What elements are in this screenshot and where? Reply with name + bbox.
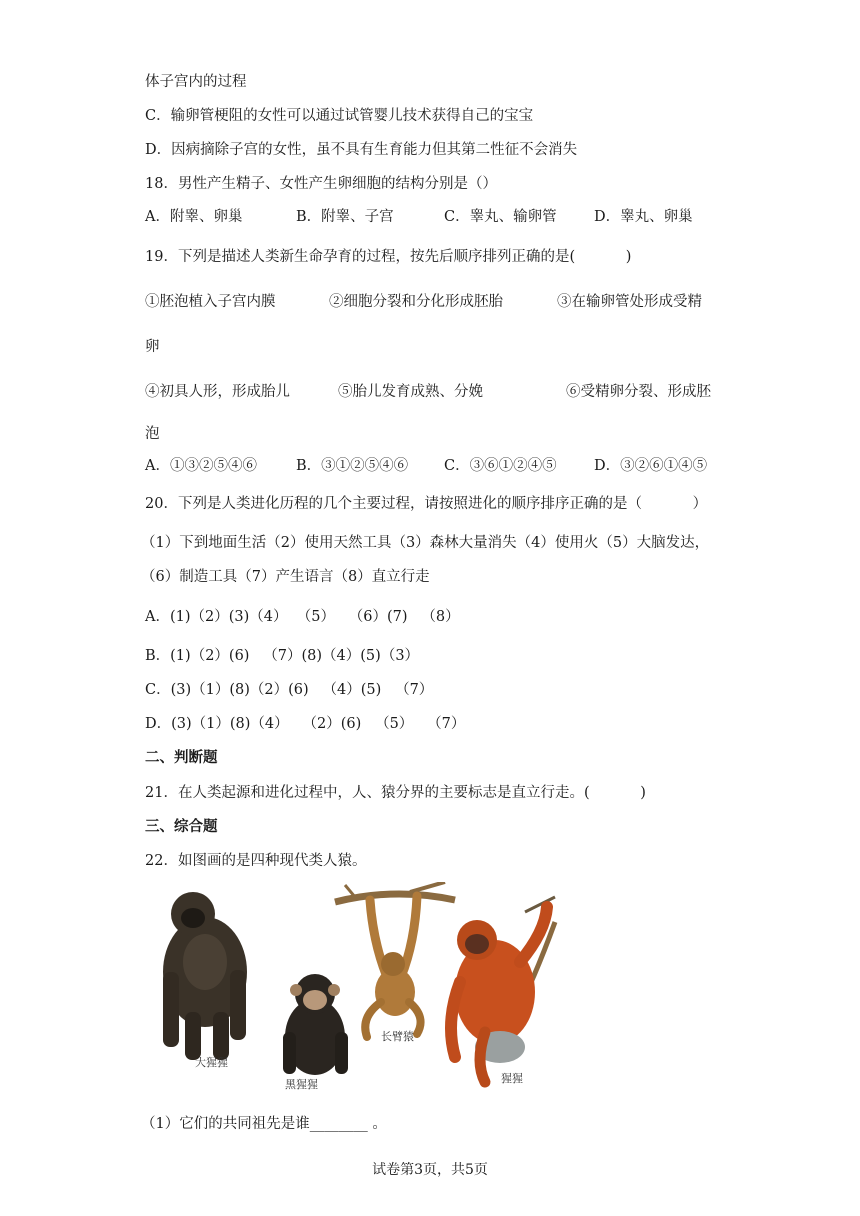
question-18: 18．男性产生精子、女性产生卵细胞的结构分别是（） — [145, 176, 497, 192]
q20-items-line-1: （1）下到地面生活（2）使用天然工具（3）森林大量消失（4）使用火（5）大脑发达， — [141, 535, 710, 551]
section-heading-comprehensive: 三、综合题 — [145, 819, 218, 835]
label-gibbon: 长臂猿 — [381, 1030, 414, 1043]
label-chimpanzee: 黑猩猩 — [285, 1078, 318, 1091]
q19-option-b: B．③①②⑤④⑥ — [296, 458, 409, 474]
question-20: 20．下列是人类进化历程的几个主要过程，请按照进化的顺序排序正确的是（ ） — [145, 496, 708, 512]
text-line: 体子宫内的过程 — [145, 74, 247, 90]
q18-option-a: A．附睾、卵巢 — [145, 209, 243, 225]
q18-option-b: B．附睾、子宫 — [296, 209, 394, 225]
option-d-text: D．因病摘除子宫的女性，虽不具有生育能力但其第二性征不会消失 — [145, 142, 578, 158]
q20-items-line-2: （6）制造工具（7）产生语言（8）直立行走 — [141, 569, 430, 585]
option-c-text: C．输卵管梗阻的女性可以通过试管婴儿技术获得自己的宝宝 — [145, 108, 534, 124]
q19-step-2: ②细胞分裂和分化形成胚胎 — [329, 294, 503, 310]
q22-subquestion-1: （1）它们的共同祖先是谁________ 。 — [141, 1116, 387, 1132]
question-22: 22．如图画的是四种现代类人猿。 — [145, 853, 367, 869]
q19-step-5: ⑤胎儿发育成熟、分娩 — [338, 384, 483, 400]
q19-step-6: ⑥受精卵分裂、形成胚 — [566, 384, 711, 400]
apes-svg — [155, 882, 575, 1097]
q20-option-a: A．(1)（2）(3)（4） （5） （6）(7) （8） — [145, 609, 460, 625]
gorilla-figure — [163, 892, 247, 1060]
chimpanzee-figure — [283, 974, 348, 1075]
q19-step-6-wrap: 泡 — [145, 426, 160, 442]
q19-step-3-wrap: 卵 — [145, 339, 160, 355]
question-21: 21．在人类起源和进化过程中，人、猿分界的主要标志是直立行走。( ) — [145, 785, 646, 801]
q20-option-b: B．(1)（2）(6) （7）(8)（4）(5)（3） — [145, 648, 420, 664]
question-19: 19．下列是描述人类新生命孕育的过程，按先后顺序排列正确的是( ) — [145, 249, 632, 265]
label-gorilla: 大猩猩 — [195, 1056, 228, 1069]
q20-option-c: C．(3)（1）(8)（2）(6) （4）(5) （7） — [145, 682, 434, 698]
apes-illustration — [155, 882, 575, 1097]
label-orangutan: 猩猩 — [501, 1072, 523, 1085]
q18-option-d: D．睾丸、卵巢 — [594, 209, 693, 225]
orangutan-figure — [451, 897, 555, 1082]
page-footer: 试卷第3页，共5页 — [372, 1162, 488, 1178]
section-heading-judgement: 二、判断题 — [145, 750, 218, 766]
q18-option-c: C．睾丸、输卵管 — [444, 209, 557, 225]
q19-step-1: ①胚泡植入子宫内膜 — [145, 294, 276, 310]
gibbon-figure — [335, 882, 455, 1037]
q19-step-4: ④初具人形，形成胎儿 — [145, 384, 290, 400]
q19-option-d: D．③②⑥①④⑤ — [594, 458, 708, 474]
q19-option-a: A．①③②⑤④⑥ — [145, 458, 257, 474]
q19-step-3: ③在输卵管处形成受精 — [557, 294, 702, 310]
q20-option-d: D．(3)（1）(8)（4） （2）(6) （5） （7） — [145, 716, 466, 732]
q19-option-c: C．③⑥①②④⑤ — [444, 458, 557, 474]
